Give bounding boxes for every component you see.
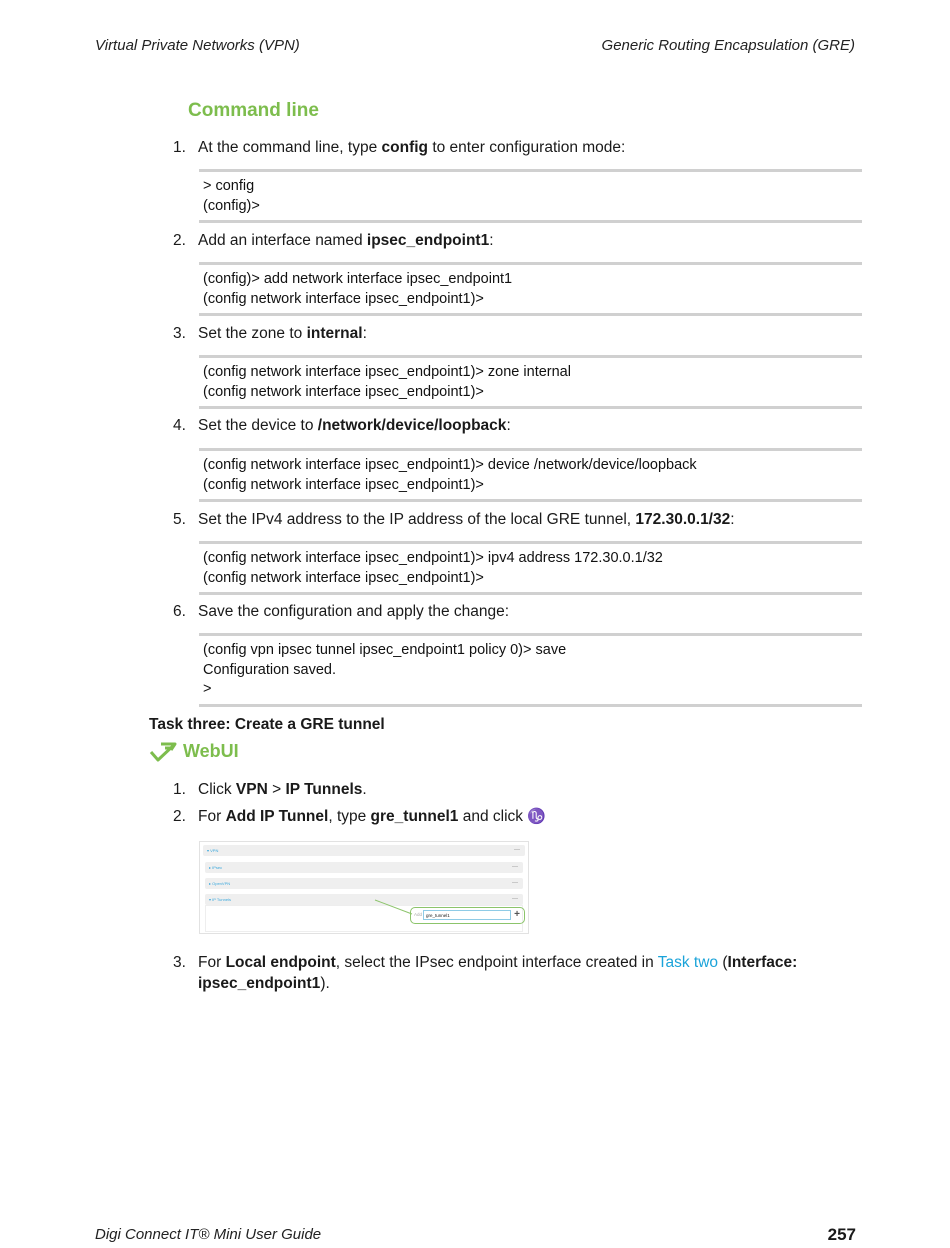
- section-ip-tunnels: ▾ IP Tunnels —: [205, 894, 523, 905]
- step-number: 2.: [173, 232, 186, 249]
- code-block: [199, 355, 862, 409]
- code-block: [199, 262, 862, 316]
- code-line: (config)>: [203, 197, 260, 214]
- step-number: 1.: [173, 781, 186, 798]
- collapse-icon: —: [512, 864, 518, 870]
- webui-icon: [149, 740, 177, 762]
- section-label: IPsec: [212, 865, 223, 870]
- collapse-icon: —: [512, 896, 518, 902]
- step-number: 4.: [173, 417, 186, 434]
- local-endpoint-label: Local endpoint: [225, 954, 336, 971]
- step-text: Set the zone to: [198, 325, 307, 342]
- step-number: 3.: [173, 954, 186, 971]
- step-text: :: [362, 325, 367, 342]
- code-line: (config network interface ipsec_endpoint1)>: [203, 383, 484, 400]
- code-block: [199, 541, 862, 595]
- step-text: Click: [198, 781, 236, 798]
- code-line: > config: [203, 178, 255, 194]
- section-label: IP Tunnels: [212, 897, 231, 902]
- step-text: At the command line, type: [198, 139, 382, 156]
- add-label: Add: [414, 912, 423, 917]
- step-keyword: /network/device/loopback: [317, 417, 507, 434]
- header-section-title: Virtual Private Networks (VPN): [95, 37, 300, 54]
- code-line: Configuration saved.: [203, 661, 336, 678]
- step-text: :: [506, 417, 511, 434]
- code-line: >: [203, 681, 212, 697]
- webui-label: WebUI: [183, 740, 239, 761]
- code-block: [199, 633, 862, 707]
- step-text: , select the IPsec endpoint interface created in: [335, 954, 658, 971]
- step-keyword: ipsec_endpoint1: [366, 232, 490, 249]
- section-vpn: ▾ VPN —: [203, 845, 525, 856]
- step-text: :: [730, 511, 735, 528]
- step-number: 2.: [173, 808, 186, 825]
- webui-screenshot: [199, 841, 529, 934]
- code-line: (config network interface ipsec_endpoint1)>: [203, 290, 484, 307]
- header-chapter-title: Generic Routing Encapsulation (GRE): [601, 37, 855, 54]
- code-line: (config network interface ipsec_endpoint1)> device /network/device/loopback: [203, 457, 697, 473]
- step-text: :: [489, 232, 494, 249]
- code-line: (config network interface ipsec_endpoint1)> zone internal: [203, 364, 571, 380]
- code-line: (config)> add network interface ipsec_endpoint1: [203, 271, 513, 287]
- step-text: .: [362, 781, 367, 798]
- step-number: 1.: [173, 139, 186, 156]
- add-icon: ♑: [527, 808, 547, 825]
- menu-vpn: VPN: [235, 781, 268, 798]
- add-ip-tunnel-input[interactable]: gre_tunnel1: [423, 910, 511, 920]
- code-line: (config vpn ipsec tunnel ipsec_endpoint1 policy 0)> save: [203, 642, 567, 658]
- add-ip-tunnel-box: [410, 907, 525, 924]
- interface-name: Interface: ipsec_endpoint1: [198, 954, 798, 992]
- step-text: Set the device to: [198, 417, 318, 434]
- tunnel-name: gre_tunnel1: [370, 808, 459, 825]
- webui-heading: [149, 740, 239, 762]
- step-text: ).: [320, 975, 330, 992]
- section-label: OpenVPN: [212, 881, 231, 886]
- step-text: >: [267, 781, 286, 798]
- code-block: [199, 169, 862, 223]
- step-text: , type: [328, 808, 371, 825]
- section-ipsec: ▸ IPsec —: [205, 862, 523, 873]
- code-line: (config network interface ipsec_endpoint1)>: [203, 569, 484, 586]
- section-label: VPN: [210, 848, 219, 853]
- code-line: (config network interface ipsec_endpoint1)> ipv4 address 172.30.0.1/32: [203, 550, 663, 566]
- step-number: 6.: [173, 603, 186, 620]
- step-keyword: 172.30.0.1/32: [635, 511, 731, 528]
- code-block: [199, 448, 862, 502]
- step-number: 3.: [173, 325, 186, 342]
- step-text: For: [198, 954, 226, 971]
- step-text: (: [718, 954, 728, 971]
- step-number: 5.: [173, 511, 186, 528]
- collapse-icon: —: [514, 847, 520, 853]
- step-keyword: internal: [306, 325, 363, 342]
- code-line: (config network interface ipsec_endpoint1)>: [203, 476, 484, 493]
- step-text: Save the configuration and apply the change:: [198, 603, 510, 620]
- add-ip-tunnel-label: Add IP Tunnel: [225, 808, 329, 825]
- collapse-icon: —: [512, 880, 518, 886]
- step-text: Add an interface named: [198, 232, 367, 249]
- step-text: For: [198, 808, 226, 825]
- step-text: and click: [458, 808, 528, 825]
- step-keyword: config: [381, 139, 429, 156]
- menu-ip-tunnels: IP Tunnels: [285, 781, 363, 798]
- step-text: to enter configuration mode:: [428, 139, 626, 156]
- task-two-link[interactable]: Task two: [657, 954, 719, 971]
- page-number: 257: [827, 1225, 856, 1244]
- footer-guide-title: Digi Connect IT® Mini User Guide: [95, 1226, 322, 1243]
- task-three-heading: Task three: Create a GRE tunnel: [149, 716, 385, 733]
- section-openvpn: ▸ OpenVPN —: [205, 878, 523, 889]
- step-text: Set the IPv4 address to the IP address of the local GRE tunnel,: [198, 511, 636, 528]
- add-button[interactable]: +: [514, 909, 520, 920]
- command-line-heading: Command line: [188, 100, 319, 121]
